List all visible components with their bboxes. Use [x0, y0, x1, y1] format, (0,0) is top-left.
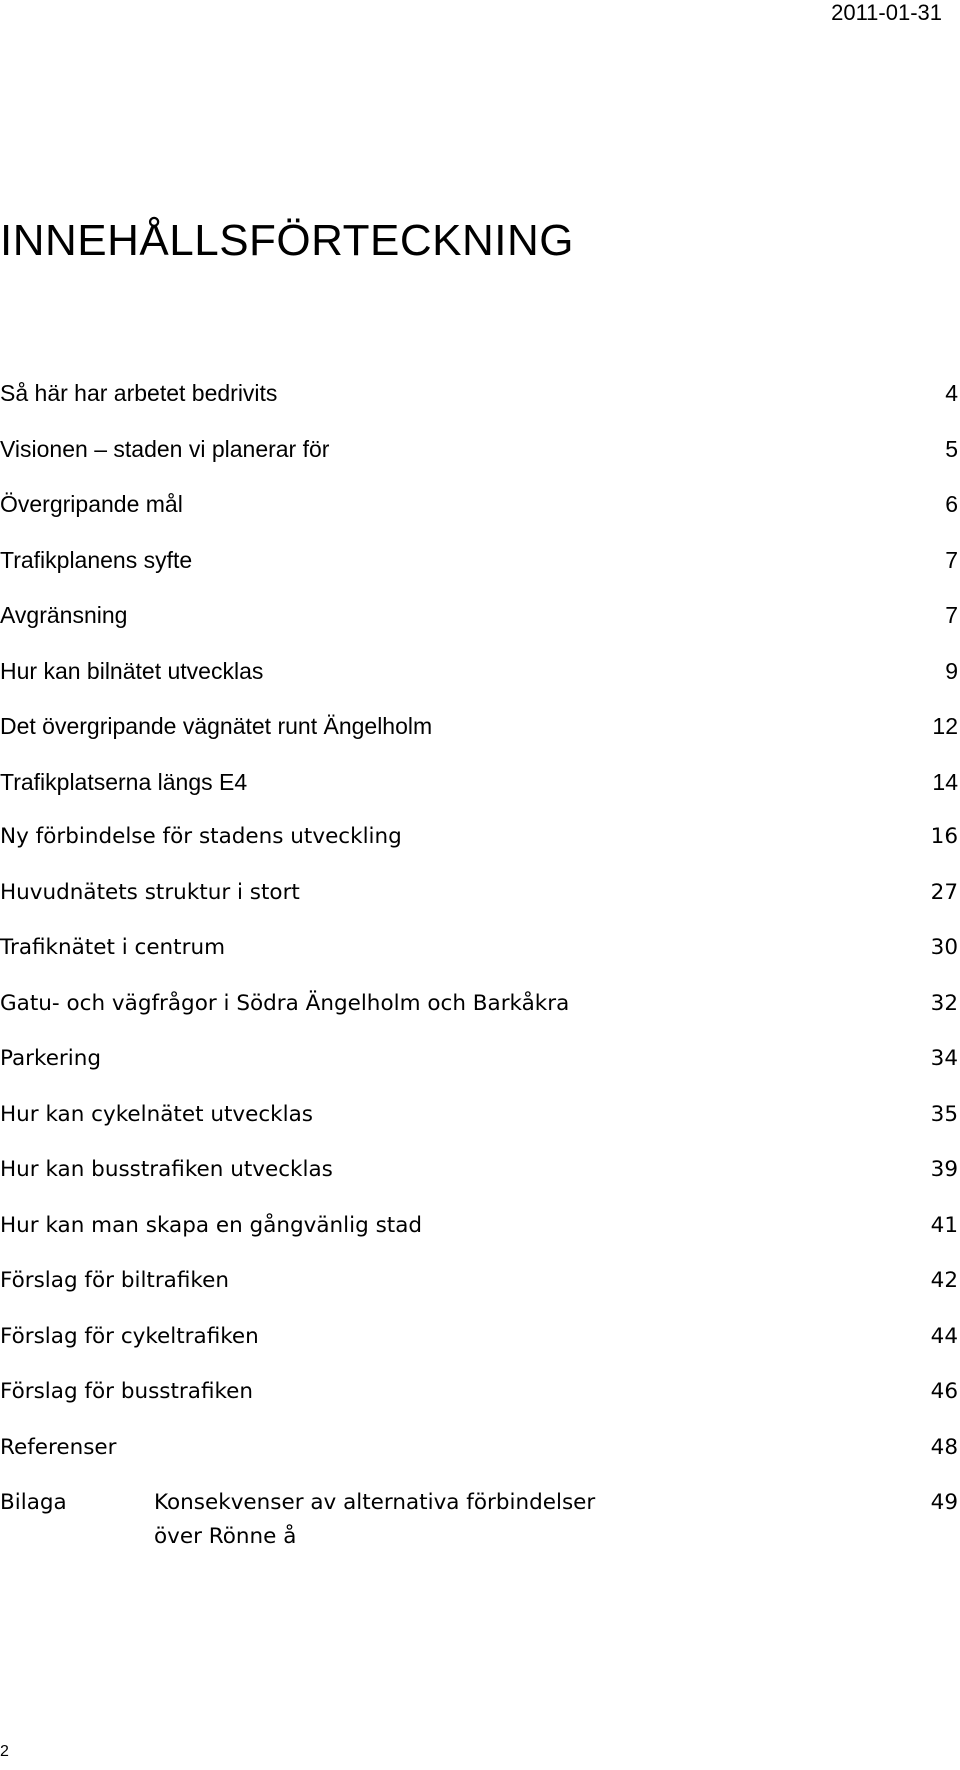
toc-entry[interactable]: [0, 545, 958, 601]
toc-entry[interactable]: [0, 711, 958, 767]
toc-entry-title: Gatu- och vägfrågor i Södra Ängelholm och Barkåkra: [0, 990, 570, 1016]
toc-entry[interactable]: [0, 933, 958, 989]
toc-title: INNEHÅLLSFÖRTECKNING: [0, 216, 574, 265]
toc-entry-page: 46: [930, 1379, 958, 1404]
toc-entry[interactable]: [0, 378, 958, 434]
toc-entry[interactable]: [0, 989, 958, 1045]
toc-entry[interactable]: [0, 1211, 958, 1267]
toc-entry[interactable]: [0, 1044, 958, 1100]
toc-entry[interactable]: [0, 822, 958, 878]
appendix-title: [154, 1486, 754, 1554]
toc-entry-title: Förslag för busstrafiken: [0, 1379, 254, 1404]
toc-entry-title: Trafikplatserna längs E4: [0, 768, 248, 795]
toc-entry-page: 12: [932, 713, 958, 739]
appendix-page: 49: [930, 1490, 958, 1515]
toc-entry-page: 14: [932, 768, 958, 795]
toc-entry[interactable]: [0, 434, 958, 490]
toc-entry[interactable]: [0, 878, 958, 934]
toc-entry-page: 30: [930, 935, 958, 960]
toc-entry-page: 34: [930, 1046, 958, 1071]
toc-entry-page: 39: [930, 1157, 958, 1182]
toc-entry-title: Förslag för cykeltrafiken: [0, 1323, 259, 1349]
toc-entry-title: Huvudnätets struktur i stort: [0, 879, 300, 905]
toc-entry-title: Hur kan cykelnätet utvecklas: [0, 1101, 313, 1127]
toc-entry-title: Hur kan bilnätet utvecklas: [0, 657, 264, 684]
toc-entry-title: Ny förbindelse för stadens utveckling: [0, 824, 402, 849]
toc-entry-page: 48: [930, 1434, 958, 1460]
toc-entry[interactable]: [0, 1433, 958, 1489]
toc-entry-title: Avgränsning: [0, 602, 128, 628]
toc-entry-title: Trafiknätet i centrum: [0, 935, 226, 960]
toc-entry[interactable]: [0, 1266, 958, 1322]
toc-entry[interactable]: [0, 600, 958, 656]
toc-entry-page: 32: [930, 990, 958, 1016]
toc-entry-title: Referenser: [0, 1434, 117, 1460]
toc-entry-title: Visionen – staden vi planerar för: [0, 435, 330, 462]
toc-entry-page: 7: [945, 546, 958, 573]
toc-entry-title: Hur kan busstrafiken utvecklas: [0, 1157, 333, 1182]
toc-entry-page: 16: [930, 824, 958, 849]
page-number: 2: [0, 1743, 9, 1760]
toc-entry-page: 27: [930, 879, 958, 905]
appendix-title-line2: över Rönne å: [154, 1524, 297, 1549]
toc-entry[interactable]: [0, 1155, 958, 1211]
toc-entry-page: 5: [945, 435, 958, 462]
toc-entry-title: Hur kan man skapa en gångvänlig stad: [0, 1212, 423, 1238]
toc-entry-page: 35: [930, 1101, 958, 1127]
appendix-label: Bilaga: [0, 1490, 67, 1515]
toc-entry-page: 9: [945, 657, 958, 684]
toc-entry-title: Så här har arbetet bedrivits: [0, 380, 278, 406]
toc-entry-title: Övergripande mål: [0, 491, 183, 517]
toc-entry-page: 41: [930, 1212, 958, 1238]
toc-entry-title: Parkering: [0, 1046, 102, 1071]
toc-entry-page: 7: [945, 602, 958, 628]
toc-entry-title: Trafikplanens syfte: [0, 546, 193, 573]
appendix-title-line1: Konsekvenser av alternativa förbindelser: [154, 1490, 596, 1515]
toc-entry-page: 42: [930, 1268, 958, 1293]
toc-list: [0, 378, 958, 1488]
page-date: 2011-01-31: [831, 0, 942, 25]
toc-entry[interactable]: [0, 1322, 958, 1378]
toc-entry[interactable]: [0, 489, 958, 545]
toc-entry[interactable]: [0, 1377, 958, 1433]
toc-entry[interactable]: [0, 1100, 958, 1156]
toc-entry-page: 6: [945, 491, 958, 517]
toc-entry[interactable]: [0, 767, 958, 823]
toc-entry-title: Förslag för biltrafiken: [0, 1268, 229, 1293]
toc-entry-page: 44: [930, 1323, 958, 1349]
toc-entry-page: 4: [945, 380, 958, 406]
toc-entry-title: Det övergripande vägnätet runt Ängelholm: [0, 713, 433, 739]
toc-entry[interactable]: [0, 656, 958, 712]
